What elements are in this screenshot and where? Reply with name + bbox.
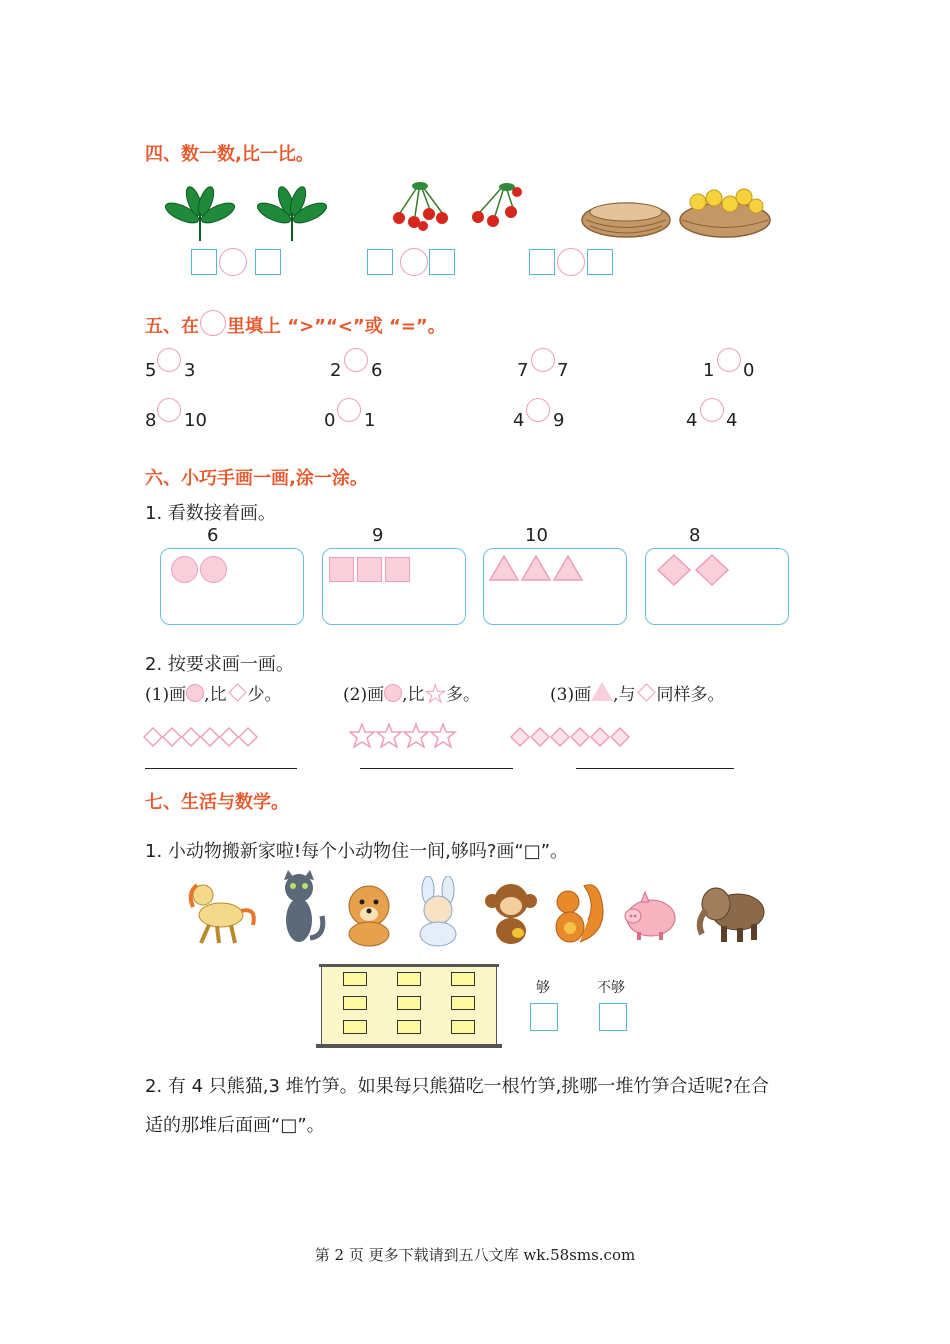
section7-title: 七、生活与数学。	[145, 792, 289, 813]
circle-icon	[384, 684, 402, 702]
triangle-icon	[591, 682, 613, 701]
window	[451, 972, 475, 986]
building-windows	[343, 972, 479, 1036]
answer-line-3[interactable]	[576, 768, 734, 769]
compare-circle[interactable]	[526, 398, 550, 422]
cmp-left: 8	[145, 410, 157, 431]
enough-label: 够	[536, 980, 550, 996]
star-icon: ★	[424, 680, 447, 708]
q1-number: 8	[689, 525, 701, 546]
cmp-left: 4	[686, 410, 698, 431]
count-box-nests-right[interactable]	[587, 249, 613, 275]
section5-title-post: 里填上 “>”“<”或 “=”。	[227, 316, 446, 337]
s7-q2-line1: 2. 有 4 只熊猫,3 堆竹笋。如果每只熊猫吃一根竹笋,挑哪一堆竹笋合适呢?在合	[145, 1076, 769, 1097]
cmp-right: 10	[184, 410, 207, 431]
diamond-row-6b	[510, 726, 635, 748]
count-box-nests-left[interactable]	[529, 249, 555, 275]
q1-number: 6	[207, 525, 219, 546]
building-roof	[319, 964, 499, 967]
window	[343, 996, 367, 1010]
pig-icon	[619, 888, 679, 944]
draw-area-triangles[interactable]	[483, 548, 627, 625]
section6-title: 六、小巧手画一画,涂一涂。	[145, 468, 368, 489]
q2-item-post: 少。	[247, 685, 282, 705]
count-box-cherries-left[interactable]	[367, 249, 393, 275]
cmp-left: 1	[703, 360, 715, 381]
q1-number: 9	[372, 525, 384, 546]
window	[451, 996, 475, 1010]
compare-circle[interactable]	[337, 398, 361, 422]
circle-icon	[186, 684, 204, 702]
count-box-leaves-right[interactable]	[255, 249, 281, 275]
horse-icon	[183, 873, 263, 948]
cmp-left: 2	[330, 360, 342, 381]
triangle-icons	[488, 553, 588, 583]
s7-q1-label: 1. 小动物搬新家啦!每个小动物住一间,够吗?画“□”。	[145, 841, 569, 862]
q2-label: 2. 按要求画一画。	[145, 654, 294, 675]
enough-checkbox[interactable]	[530, 1003, 558, 1031]
q2-item-mid: ,比	[402, 685, 425, 705]
star-row-4	[349, 722, 459, 750]
q1-label: 1. 看数接着画。	[145, 503, 276, 524]
cmp-left: 0	[324, 410, 336, 431]
circle-icon	[171, 556, 198, 583]
compare-circle[interactable]	[531, 348, 555, 372]
cmp-right: 3	[184, 360, 196, 381]
dog-icon	[338, 880, 400, 948]
diamond-icon	[637, 683, 655, 701]
window	[397, 972, 421, 986]
answer-line-1[interactable]	[145, 768, 297, 769]
q2-item-pre: (1)画	[145, 685, 187, 705]
window	[343, 1020, 367, 1034]
nest-with-chicks	[678, 180, 773, 240]
not-enough-checkbox[interactable]	[599, 1003, 627, 1031]
cherry-bunch-2	[465, 180, 525, 230]
leaf-cluster-2	[252, 183, 332, 243]
section5-title	[145, 310, 446, 338]
section5-title-pre: 五、在	[145, 316, 199, 337]
diamond-icons	[656, 553, 736, 587]
answer-line-2[interactable]	[360, 768, 513, 769]
window	[397, 996, 421, 1010]
compare-circle-nests[interactable]	[557, 248, 585, 276]
draw-area-diamonds[interactable]	[645, 548, 789, 625]
cmp-left: 4	[513, 410, 525, 431]
circle-icon	[200, 310, 226, 336]
cmp-left: 7	[517, 360, 529, 381]
page-footer: 第 2 页 更多下载请到五八文库 wk.58sms.com	[314, 1246, 636, 1264]
cmp-right: 6	[371, 360, 383, 381]
squirrel-icon	[548, 872, 608, 948]
cmp-right: 0	[743, 360, 755, 381]
not-enough-label: 不够	[597, 980, 625, 996]
building-base	[316, 1044, 502, 1048]
draw-area-circles[interactable]	[160, 548, 304, 625]
cmp-left: 5	[145, 360, 157, 381]
cmp-right: 9	[553, 410, 565, 431]
q2-item-mid: ,比	[204, 685, 227, 705]
compare-circle[interactable]	[157, 348, 181, 372]
diamond-row-6	[143, 726, 263, 748]
count-box-cherries-right[interactable]	[429, 249, 455, 275]
square-icon	[385, 557, 410, 582]
rabbit-icon	[408, 876, 468, 948]
square-icon	[357, 557, 382, 582]
s7-q2-line2: 适的那堆后面画“□”。	[145, 1115, 325, 1136]
compare-circle[interactable]	[700, 398, 724, 422]
q2-item-pre: (3)画	[550, 685, 592, 705]
diamond-icon	[228, 683, 246, 701]
section4-title: 四、数一数,比一比。	[145, 144, 314, 165]
circle-icon	[200, 556, 227, 583]
draw-area-squares[interactable]	[322, 548, 466, 625]
compare-circle-cherries[interactable]	[400, 248, 428, 276]
square-icon	[329, 557, 354, 582]
count-box-leaves-left[interactable]	[191, 249, 217, 275]
cmp-right: 7	[557, 360, 569, 381]
q2-item-1	[145, 680, 282, 705]
cherry-bunch-1	[385, 178, 455, 233]
window	[451, 1020, 475, 1034]
monkey-icon	[482, 879, 540, 947]
window	[343, 972, 367, 986]
q2-item-pre: (2)画	[343, 685, 385, 705]
empty-nest	[580, 190, 672, 240]
cmp-right: 4	[726, 410, 738, 431]
q2-item-3	[550, 680, 725, 705]
compare-circle[interactable]	[717, 348, 741, 372]
window	[397, 1020, 421, 1034]
cat-icon	[272, 868, 332, 948]
q1-number: 10	[525, 525, 548, 546]
compare-circle[interactable]	[344, 348, 368, 372]
cmp-right: 1	[364, 410, 376, 431]
compare-circle-leaves[interactable]	[219, 248, 247, 276]
elephant-icon	[692, 880, 772, 946]
q2-item-post: 多。	[446, 685, 481, 705]
compare-circle[interactable]	[157, 398, 181, 422]
leaf-cluster-1	[160, 183, 240, 243]
q2-item-post: 同样多。	[656, 685, 725, 705]
q2-item-2	[343, 680, 480, 708]
q2-item-mid: ,与	[613, 685, 636, 705]
